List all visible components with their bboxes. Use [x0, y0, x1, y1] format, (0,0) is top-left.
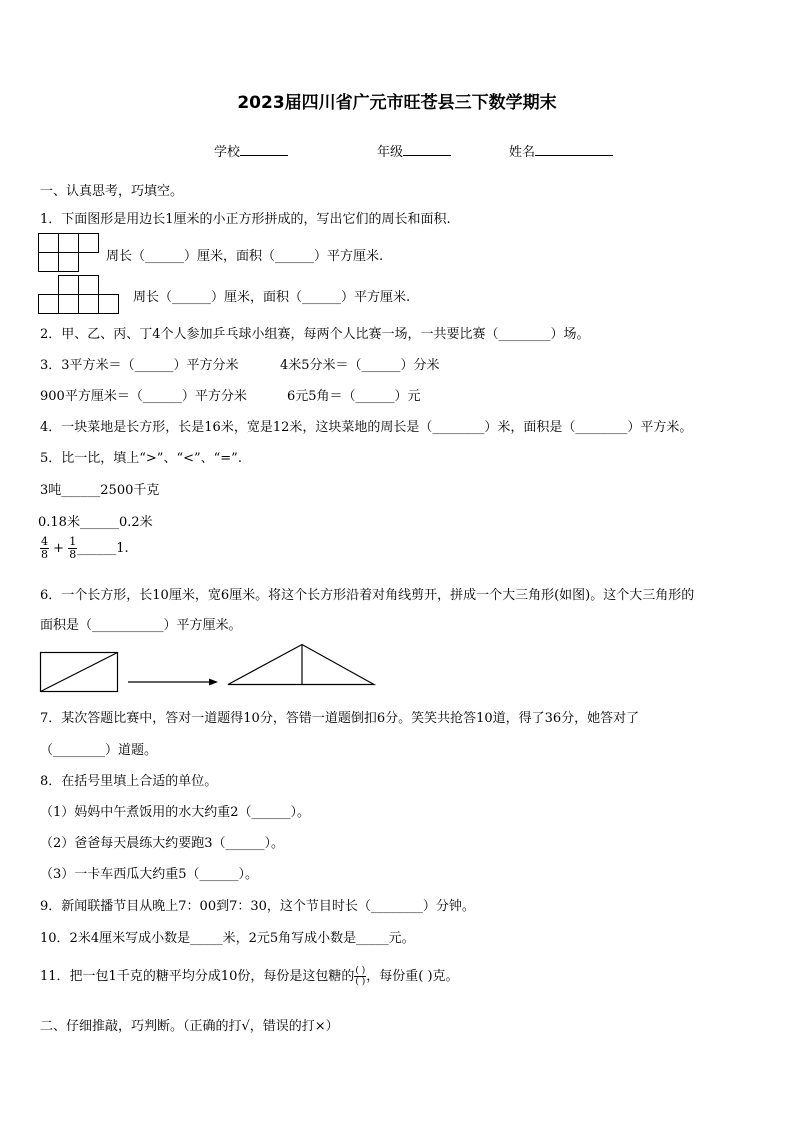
q1-answer-a[interactable]: 周长（______）厘米，面积（______）平方厘米. — [106, 249, 384, 264]
section-2-heading: 二、仔细推敲，巧判断。（正确的打√，错误的打×） — [40, 1019, 339, 1034]
name-field — [509, 141, 613, 160]
q11-part-b: ，每份重( )克。 — [366, 969, 459, 984]
q7-line1: 7．某次答题比赛中，答对一道题得10分，答错一道题倒扣6分。笑笑共抢答10道，得了36分，她答对了 — [40, 711, 640, 726]
fraction-blank[interactable] — [354, 966, 366, 987]
q3-line2a[interactable]: 900平方厘米＝（______）平方分米 — [40, 389, 247, 404]
q5-line3[interactable] — [40, 536, 129, 561]
fraction-numerator: 1 — [69, 535, 77, 548]
q2-text: 2．甲、乙、丙、丁4个人参加乒乓球小组赛，每两个人比赛一场，一共要比赛（________）场。 — [40, 327, 590, 342]
q11-text[interactable] — [40, 965, 459, 987]
q8-text: 8．在括号里填上合适的单位。 — [40, 774, 218, 789]
q5-text: 5．比一比，填上“>”、“<”、“=”. — [40, 451, 242, 466]
arrow-icon — [209, 679, 218, 686]
diagonal-line — [41, 653, 118, 692]
q8-item3[interactable]: （3）一卡车西瓜大约重5（______）。 — [40, 867, 259, 882]
q9-text[interactable]: 9．新闻联播节目从晚上7：00到7：30，这个节目时长（________）分钟。 — [40, 899, 475, 914]
plus-sign: + — [53, 541, 65, 556]
q5-line1[interactable]: 3吨______2500千克 — [40, 483, 160, 498]
q3-line1b[interactable]: 4米5分米＝（______）分米 — [280, 358, 440, 373]
q10-text[interactable]: 10．2米4厘米写成小数是_____米，2元5角写成小数是_____元。 — [40, 931, 415, 946]
school-field — [214, 141, 288, 160]
q7-line2[interactable]: （________）道题。 — [40, 743, 158, 758]
page-title: 2023届四川省广元市旺苍县三下数学期末 — [237, 93, 557, 113]
q11-part-a: 11．把一包1千克的糖平均分成10份，每份是这包糖的 — [40, 969, 355, 984]
name-blank[interactable] — [535, 143, 613, 156]
fraction-numerator: 4 — [41, 535, 48, 548]
q1-text: 1．下面图形是用边长1厘米的小正方形拼成的，写出它们的周长和面积. — [40, 212, 451, 227]
fraction-numerator: ( ) — [355, 966, 366, 976]
school-blank[interactable] — [240, 143, 288, 156]
fraction-1-8 — [68, 536, 77, 561]
fraction-denominator: ( ) — [355, 977, 366, 987]
grade-blank[interactable] — [403, 143, 451, 156]
q5-line2[interactable]: 0.18米______0.2米 — [38, 515, 153, 530]
q3-line2b[interactable]: 6元5角＝（______）元 — [287, 389, 421, 404]
triangle-shape — [228, 645, 374, 685]
q8-item1[interactable]: （1）妈妈中午煮饭用的水大约重2（______）。 — [40, 805, 311, 820]
q1-figure-a — [38, 233, 100, 273]
section-1-heading: 一、认真思考，巧填空。 — [40, 184, 184, 199]
q5-line3-tail: ______1. — [77, 541, 129, 556]
fraction-4-8 — [40, 536, 49, 561]
q3-line1a[interactable]: 3．3平方米＝（______）平方分米 — [40, 358, 239, 373]
q6-figure — [38, 642, 378, 696]
grade-field — [377, 141, 451, 160]
name-label: 姓名 — [509, 145, 536, 160]
school-label: 学校 — [214, 145, 241, 160]
q6-line2[interactable]: 面积是（___________）平方厘米。 — [40, 618, 242, 633]
grade-label: 年级 — [377, 145, 404, 160]
q4-text: 4．一块菜地是长方形，长是16米，宽是12米，这块菜地的周长是（________）米，面积是（________）平方米。 — [40, 420, 693, 435]
fraction-denominator: 8 — [41, 548, 48, 561]
q6-line1: 6．一个长方形，长10厘米，宽6厘米。将这个长方形沿着对角线剪开，拼成一个大三角形(如图)。这个大三角形的 — [40, 588, 695, 603]
q8-item2[interactable]: （2）爸爸每天晨练大约要跑3（______）。 — [40, 836, 285, 851]
q1-figure-b — [38, 275, 120, 315]
q1-answer-b[interactable]: 周长（______）厘米，面积（______）平方厘米. — [133, 290, 411, 305]
fraction-denominator: 8 — [69, 548, 77, 561]
